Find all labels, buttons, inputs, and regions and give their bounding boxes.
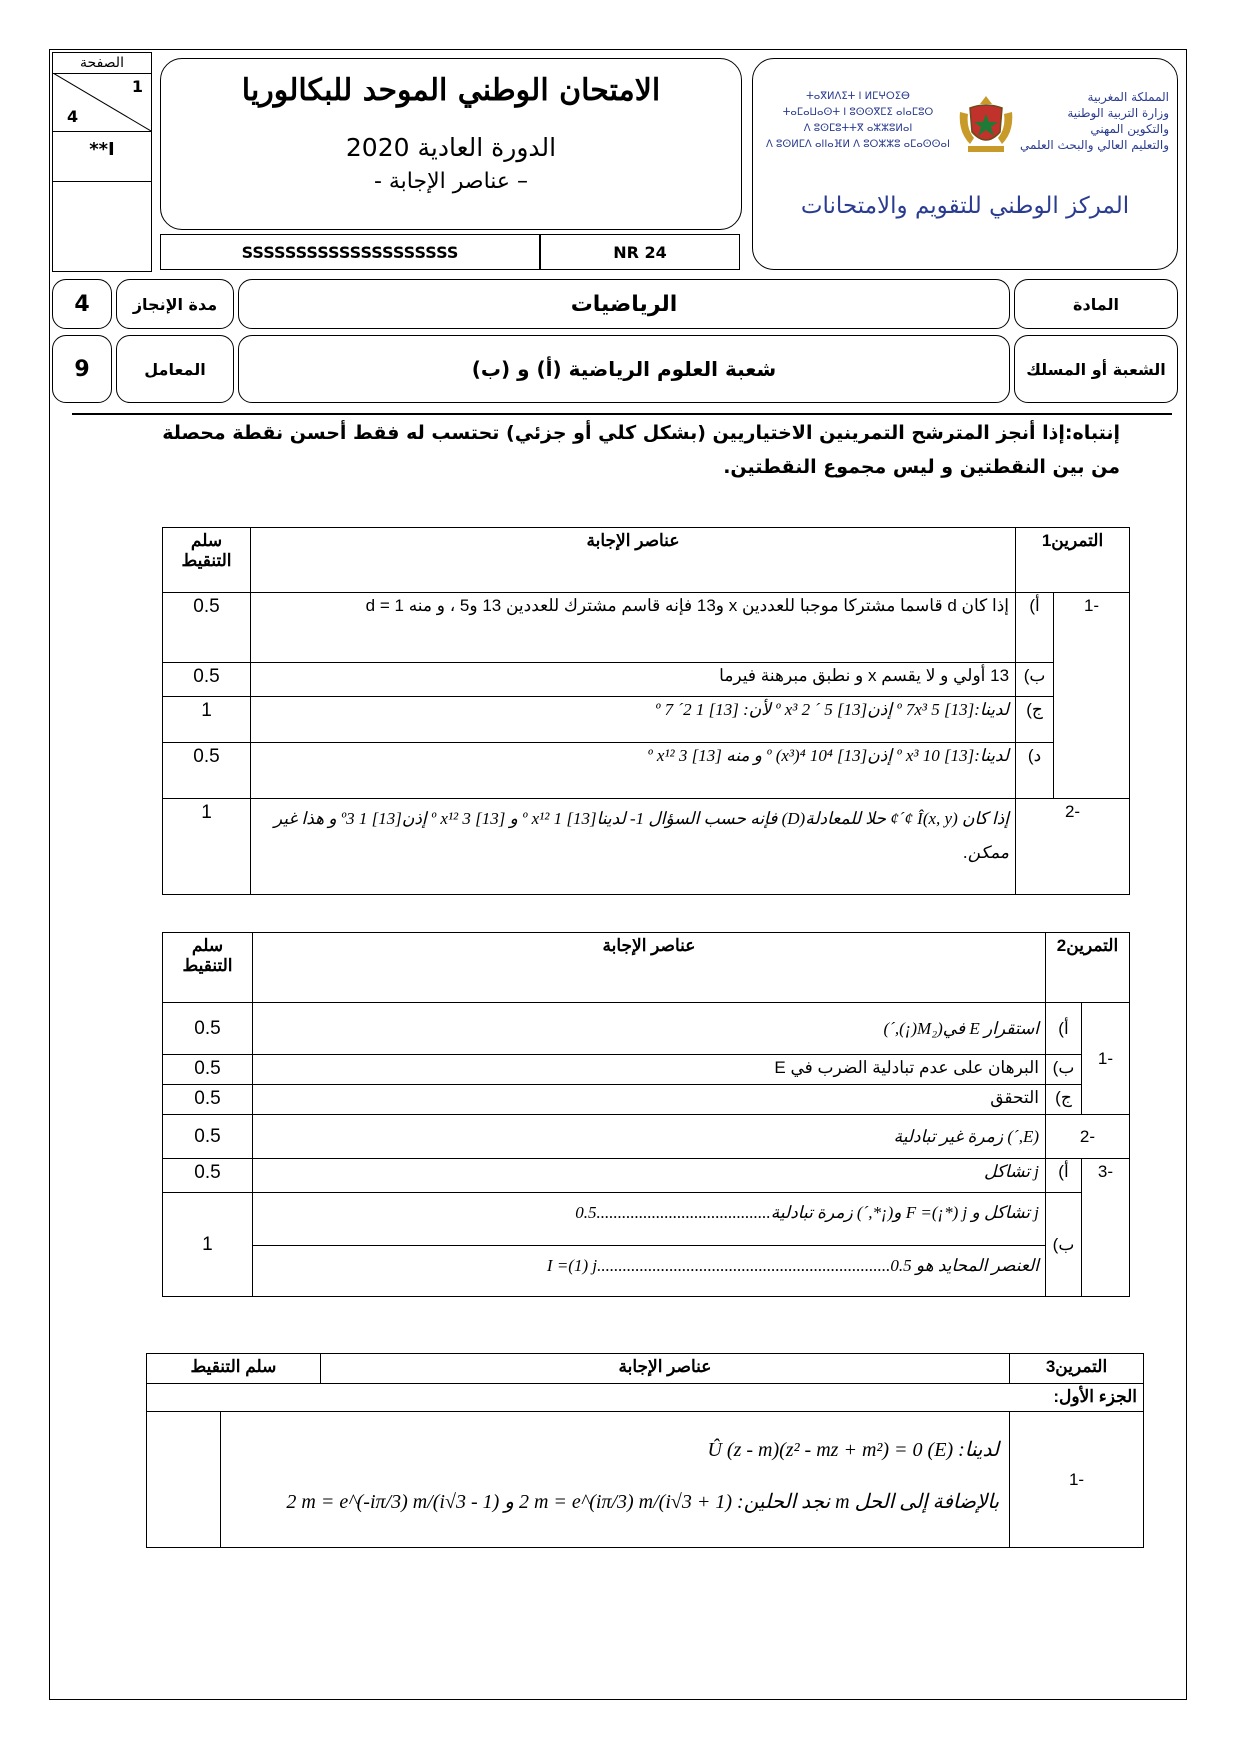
code-nr: NR 24	[540, 234, 740, 270]
ex1-question-num: -1	[1054, 593, 1130, 799]
ex2-answer: البرهان على عدم تبادلية الضرب في E	[252, 1055, 1045, 1085]
ex2-score: 1	[163, 1193, 253, 1297]
ex2-sub-label: ب)	[1046, 1193, 1082, 1297]
ex2-answer: استقرار E في(M₂(¡),´)	[252, 1003, 1045, 1055]
ex3-score	[147, 1412, 221, 1548]
ex2-answer: العنصر المحايد هو I =(1) j.....................................................................0.5	[546, 1256, 1039, 1275]
ex2-question-num: -1	[1081, 1003, 1129, 1115]
ex2-answers-header: عناصر الإجابة	[252, 933, 1045, 1003]
ex1-score: 0.5	[163, 743, 251, 799]
ex3-scale-header: سلم التنقيط	[147, 1354, 321, 1384]
coef-value: 9	[52, 335, 112, 403]
ex2-score: 0.5	[163, 1115, 253, 1159]
ministry-tif-line: ⴷ ⵓⵙⵍⵎⴷ ⴰⵏⵏⴰⴼⵍ ⴷ ⵓⵔⵣⵣⵓ ⴰⵎⴰⵙⵙⴰⵏ	[766, 139, 950, 150]
ex1-score: 0.5	[163, 663, 251, 697]
ex2-sub-label: أ)	[1046, 1003, 1082, 1055]
ministry-ar-line: وزارة التربية الوطنية	[1067, 106, 1169, 120]
ex1-answer: إذا كان (x, y)Î ¢´¢ حلا للمعادلة(D) فإنه حسب السؤال 1- لدينا[13] 1 º x¹² و [13] 3 º x¹² إذن[13] 1 º3 و هذا غير ممكن.	[250, 799, 1015, 895]
ex2-score: 0.5	[163, 1159, 253, 1193]
duration-value: 4	[52, 279, 112, 329]
ex3-answer	[220, 1412, 1009, 1548]
ex2-answer: (E,´) زمرة غير تبادلية	[252, 1115, 1045, 1159]
ex2-score: 0.5	[163, 1055, 253, 1085]
page-label: الصفحة	[80, 55, 124, 71]
ex1-sub-label: أ)	[1016, 593, 1054, 663]
ex1-scale-header: سلم التنقيط	[163, 528, 251, 593]
session-code: **I	[89, 138, 115, 160]
ex1-sub-label: ج)	[1016, 697, 1054, 743]
subtitle: - عناصر الإجابة –	[373, 169, 529, 194]
exercise-3-table	[146, 1353, 1144, 1548]
subject-value: الرياضيات	[238, 279, 1010, 329]
ministry-tif-line: ⵜⴰⵎⴰⵡⴰⵙⵜ ⵏ ⵓⵙⵙⴳⵎⵉ ⴰⵏⴰⵎⵓⵔ	[782, 107, 934, 118]
ex1-answer: إذا كان d قاسما مشتركا موجبا للعددين x و13 فإنه قاسم مشترك للعددين 13 و5 ، و منه d = 1	[250, 593, 1015, 663]
ex1-answer: 13 أولي و لا يقسم x و نطبق مبرهنة فيرما	[250, 663, 1015, 697]
ex2-sub-label: ج)	[1046, 1085, 1082, 1115]
ministry-box	[752, 58, 1178, 270]
page-num: 1	[131, 77, 143, 96]
ex3-title: التمرين3	[1010, 1354, 1144, 1384]
ex1-answers-header: عناصر الإجابة	[250, 528, 1015, 593]
exam-title-box	[160, 58, 742, 230]
ministry-tif-line: ⵜⴰⴳⵍⴷⵉⵜ ⵏ ⵍⵎⵖⵔⵉⴱ	[806, 91, 910, 102]
exercise-2-table	[162, 932, 1130, 1297]
ex3-question-num: -1	[1010, 1412, 1144, 1548]
ministry-ar	[1019, 89, 1169, 153]
exercise-1-table	[162, 527, 1130, 895]
ministry-ar-line: المملكة المغربية	[1087, 90, 1169, 104]
ex2-scale-header: سلم التنقيط	[163, 933, 253, 1003]
session-title: الدورة العادية 2020	[345, 133, 557, 162]
ex1-score: 1	[163, 697, 251, 743]
branch-value: شعبة العلوم الرياضية (أ) و (ب)	[238, 335, 1010, 403]
ex1-score: 1	[163, 799, 251, 895]
code-s: SSSSSSSSSSSSSSSSSSSS	[160, 234, 540, 270]
coef-label: المعامل	[116, 335, 234, 403]
ex3-answers-header: عناصر الإجابة	[320, 1354, 1009, 1384]
ex2-score: 0.5	[163, 1003, 253, 1055]
ex1-answer: لدينا:[13] 10 º x³ إذن[13] 10⁴ º (x³)⁴ و منه [13] 3 º x¹²	[250, 743, 1015, 799]
duration-label: مدة الإنجاز	[116, 279, 234, 329]
ex1-title: التمرين1	[1016, 528, 1130, 593]
ex2-sub-label: ب)	[1046, 1055, 1082, 1085]
ex2-question-num: -2	[1046, 1115, 1130, 1159]
coat-of-arms-icon	[956, 92, 1016, 156]
ex3-line2: بالإضافة إلى الحل m نجد الحلين: (1 + i√3)/2 m = e^(iπ/3) m و (1 - i√3)/2 m = e^(-iπ/3) m	[286, 1491, 1000, 1513]
ex2-sub-label: أ)	[1046, 1159, 1082, 1193]
ex1-score: 0.5	[163, 593, 251, 663]
branch-label: الشعبة أو المسلك	[1014, 335, 1178, 403]
ex1-sub-label: ب)	[1016, 663, 1054, 697]
ministry-tif-line: ⴷ ⵓⵙⵎⵓⵜⵜⴳ ⴰⵣⵣⵓⵍⴰⵏ	[803, 123, 913, 134]
ex3-part1: الجزء الأول:	[147, 1384, 1144, 1412]
ex2-answer: j تشاكل	[252, 1159, 1045, 1193]
ministry-tifinagh	[763, 89, 953, 153]
divider	[72, 413, 1172, 415]
notice: إنتباه:إذا أنجز المترشح التمرينين الاختياريين (بشكل كلي أو جزئي) تحتسب له فقط أحسن نقطة محصلة من بين النقطتين و ليس مجموع النقطتين.	[162, 422, 1120, 478]
ministry-ar-line: والتعليم العالي والبحث العلمي	[1020, 138, 1169, 152]
page-number-box	[52, 52, 152, 272]
exam-title: الامتحان الوطني الموحد للبكالوريا	[241, 73, 661, 108]
ex2-answer-split	[252, 1193, 1045, 1297]
ex2-answer: التحقق	[252, 1085, 1045, 1115]
ex1-question-num: -2	[1016, 799, 1130, 895]
ex2-question-num: -3	[1081, 1159, 1129, 1297]
ex1-sub-label: د)	[1016, 743, 1054, 799]
center-name: المركز الوطني للتقويم والامتحانات	[800, 193, 1130, 219]
subject-label: المادة	[1014, 279, 1178, 329]
ex1-answer: لدينا:[13] 5 º 7x³ إذن[13] 5 ´ 2 º x³ لأن: [13] 1 º 7 ´2	[250, 697, 1015, 743]
page-total: 4	[67, 107, 79, 126]
ex3-line1: لدينا: (E) Û (z - m)(z² - mz + m²) = 0	[707, 1439, 1000, 1461]
ex2-title: التمرين2	[1046, 933, 1130, 1003]
ministry-ar-line: والتكوين المهني	[1090, 122, 1169, 136]
ex2-score: 0.5	[163, 1085, 253, 1115]
ex2-answer: j تشاكل و F =(¡*) j و(¡*,´) زمرة تبادلية.........................................0.5	[253, 1193, 1045, 1246]
